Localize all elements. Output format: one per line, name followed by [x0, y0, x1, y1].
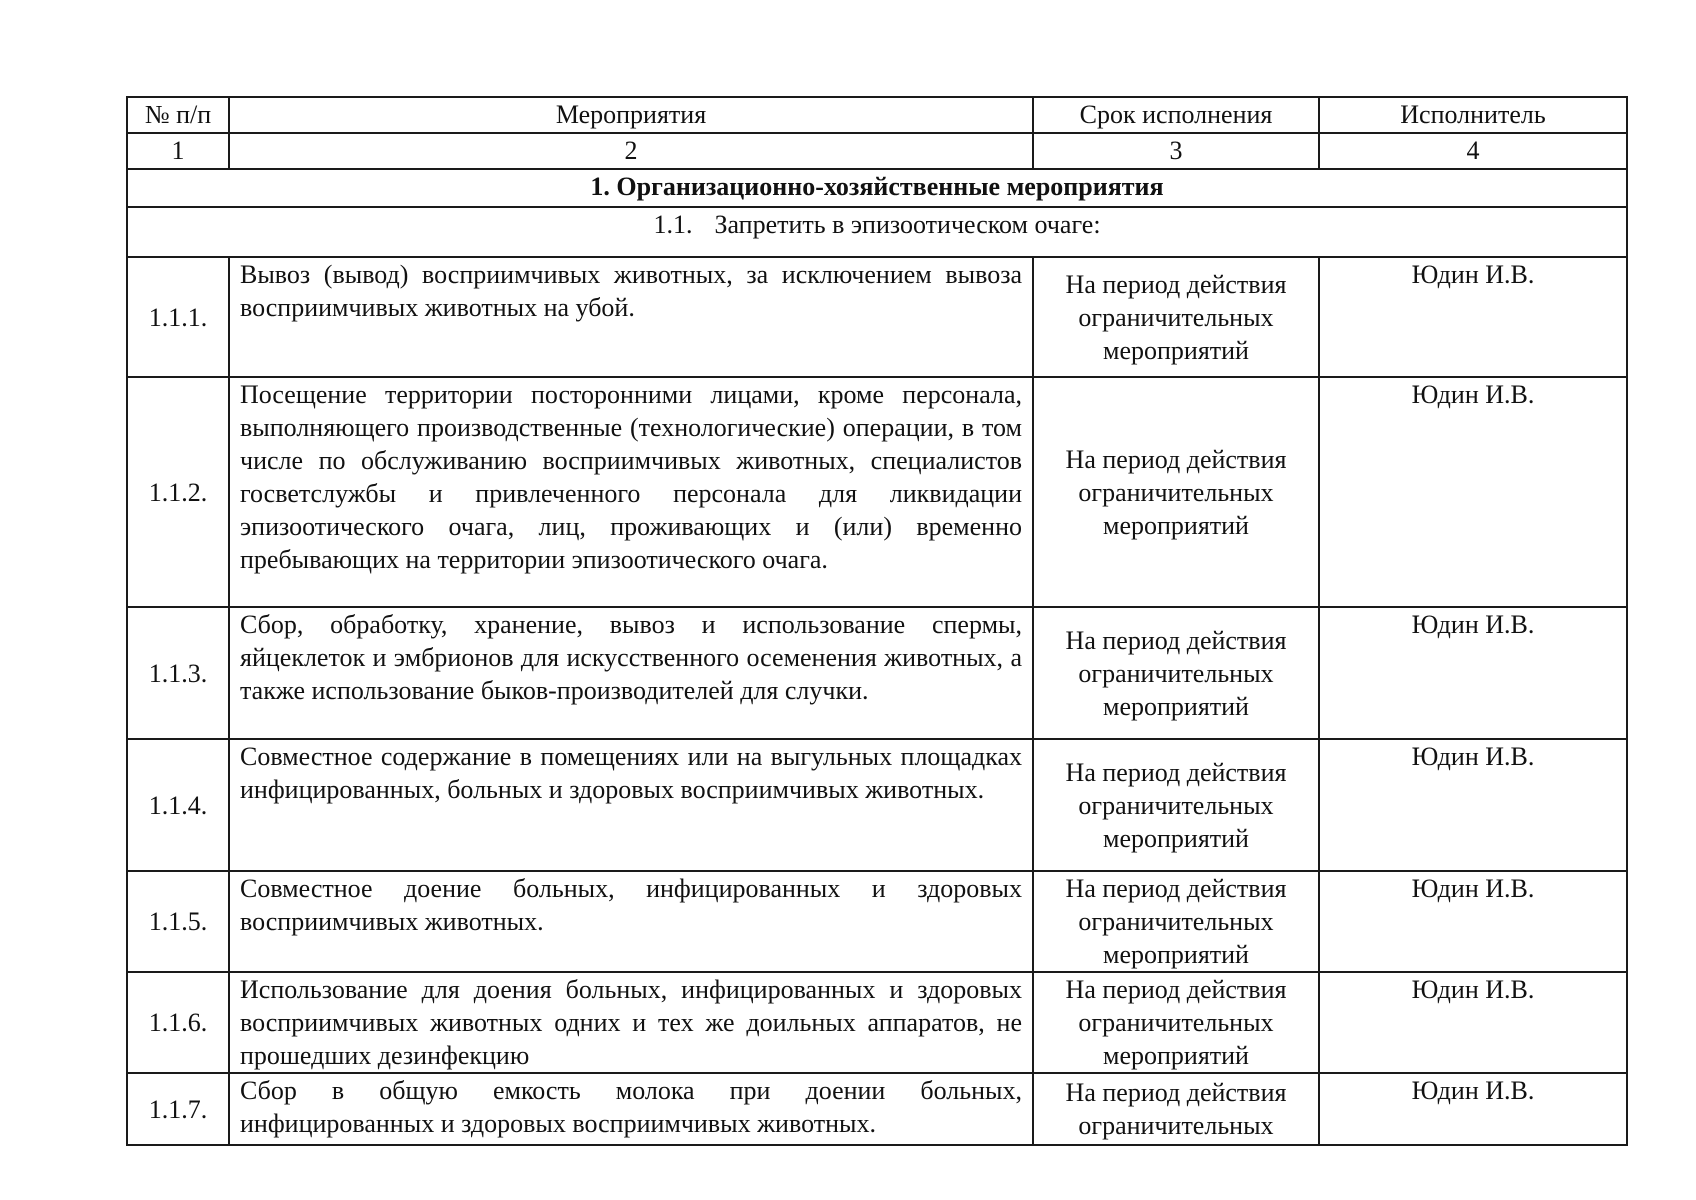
row-executor: Юдин И.В.	[1319, 377, 1627, 607]
table-row	[127, 871, 1627, 972]
row-term	[1033, 607, 1319, 739]
section-title: 1. Организационно-хозяйственные мероприятия	[127, 169, 1627, 207]
row-term	[1033, 972, 1319, 1073]
row-measure-text: Вывоз (вывод) восприимчивых животных, за исключением вывоза восприимчивых животных на убой.	[229, 257, 1033, 377]
row-number: 1.1.5.	[127, 871, 229, 972]
subsection-row	[127, 207, 1627, 257]
header-row	[127, 97, 1627, 133]
row-executor: Юдин И.В.	[1319, 739, 1627, 871]
term-line: На период действия	[1065, 625, 1287, 655]
row-measure-text: Совместное содержание в помещениях или на выгульных площадках инфицированных, больных и здоровых восприимчивых животных.	[229, 739, 1033, 871]
row-executor: Юдин И.В.	[1319, 1073, 1627, 1145]
term-line: На период действия	[1065, 975, 1287, 1004]
row-number: 1.1.7.	[127, 1073, 229, 1145]
column-number-cell: 2	[229, 133, 1033, 169]
table-row	[127, 739, 1627, 871]
row-number: 1.1.1.	[127, 257, 229, 377]
subsection-cell	[127, 207, 1627, 257]
row-measure-text: Сбор, обработку, хранение, вывоз и использование спермы, яйцеклеток и эмбрионов для искусственного осеменения животных, а также использование быков-производителей для случки.	[229, 607, 1033, 739]
row-executor: Юдин И.В.	[1319, 871, 1627, 972]
column-number-cell: 3	[1033, 133, 1319, 169]
row-number: 1.1.2.	[127, 377, 229, 607]
term-line: ограничительных	[1078, 1111, 1274, 1140]
row-measure-text: Посещение территории посторонними лицами, кроме персонала, выполняющего производственные (технологические) операции, в том числе по обслуживанию восприимчивых животных, специалистов госветслужбы и привлеченного персонала для ликвидации эпизоотического очага, лиц, проживающих и (или) временно пребывающих на территории эпизоотического очага.	[229, 377, 1033, 607]
row-measure-text: Совместное доение больных, инфицированных и здоровых восприимчивых животных.	[229, 871, 1033, 972]
term-line: мероприятий	[1103, 1041, 1249, 1070]
row-measure-text: Использование для доения больных, инфицированных и здоровых восприимчивых животных одних и тех же доильных аппаратов, не прошедших дезинфекцию	[229, 972, 1033, 1073]
row-term	[1033, 739, 1319, 871]
term-line: мероприятий	[1103, 335, 1249, 365]
term-line: мероприятий	[1103, 940, 1249, 969]
header-cell-measures: Мероприятия	[229, 97, 1033, 133]
table-row	[127, 257, 1627, 377]
term-line: На период действия	[1065, 444, 1287, 474]
section-title-row	[127, 169, 1627, 207]
row-executor: Юдин И.В.	[1319, 972, 1627, 1073]
term-line: ограничительных	[1078, 302, 1274, 332]
measures-table	[126, 96, 1628, 1146]
term-line: На период действия	[1065, 757, 1287, 787]
table-row	[127, 607, 1627, 739]
header-cell-number: № п/п	[127, 97, 229, 133]
term-line: На период действия	[1065, 874, 1287, 903]
subsection-number: 1.1.	[653, 210, 693, 239]
term-line: ограничительных	[1078, 790, 1274, 820]
term-line: На период действия	[1065, 1078, 1287, 1107]
row-term	[1033, 1073, 1319, 1145]
term-line: мероприятий	[1103, 823, 1249, 853]
row-term	[1033, 377, 1319, 607]
row-number: 1.1.3.	[127, 607, 229, 739]
term-line: ограничительных	[1078, 658, 1274, 688]
term-line: ограничительных	[1078, 907, 1274, 936]
column-number-cell: 1	[127, 133, 229, 169]
term-line: ограничительных	[1078, 1008, 1274, 1037]
row-number: 1.1.6.	[127, 972, 229, 1073]
column-number-row	[127, 133, 1627, 169]
term-line: ограничительных	[1078, 477, 1274, 507]
row-term	[1033, 257, 1319, 377]
header-cell-term: Срок исполнения	[1033, 97, 1319, 133]
table-row	[127, 1073, 1627, 1145]
row-executor: Юдин И.В.	[1319, 257, 1627, 377]
term-line: На период действия	[1065, 269, 1287, 299]
subsection-title: Запретить в эпизоотическом очаге:	[714, 210, 1101, 239]
table-row	[127, 972, 1627, 1073]
row-number: 1.1.4.	[127, 739, 229, 871]
table-row	[127, 377, 1627, 607]
header-cell-executor: Исполнитель	[1319, 97, 1627, 133]
term-line: мероприятий	[1103, 510, 1249, 540]
row-term	[1033, 871, 1319, 972]
row-measure-text: Сбор в общую емкость молока при доении больных, инфицированных и здоровых восприимчивых животных.	[229, 1073, 1033, 1145]
term-line: мероприятий	[1103, 691, 1249, 721]
row-executor: Юдин И.В.	[1319, 607, 1627, 739]
column-number-cell: 4	[1319, 133, 1627, 169]
